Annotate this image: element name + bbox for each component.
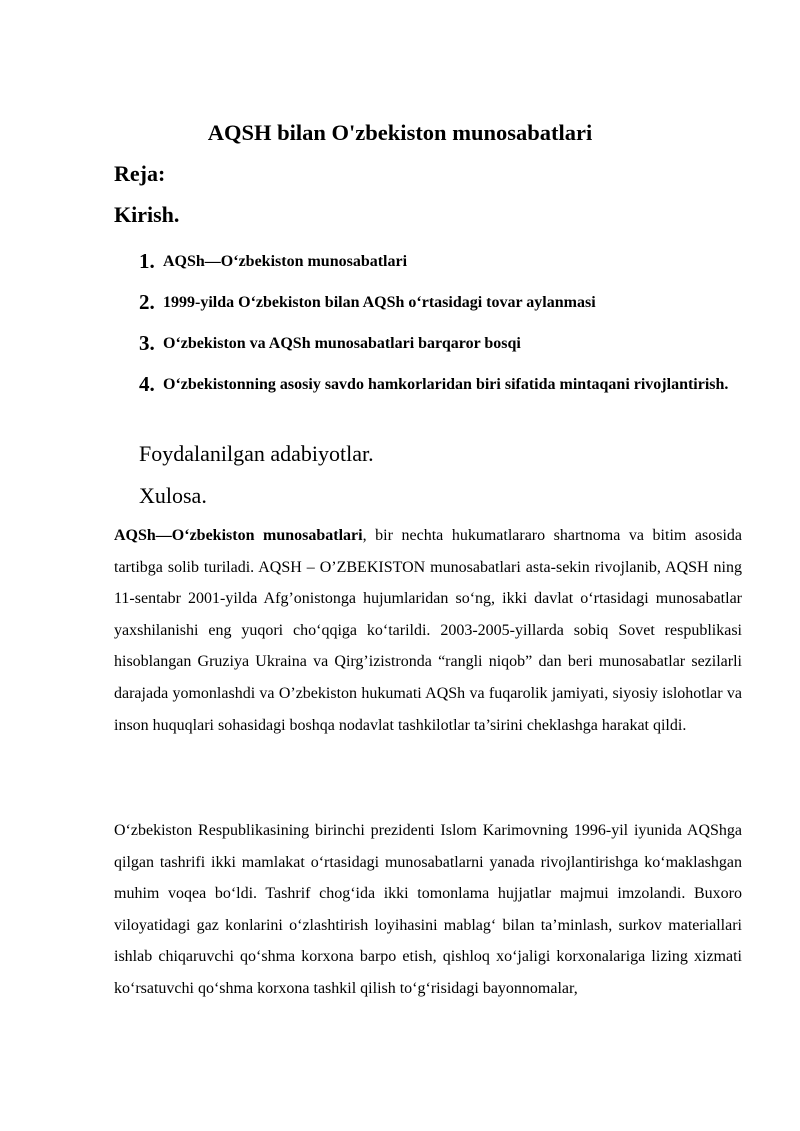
- document-title: AQSH bilan O'zbekiston munosabatlari: [207, 120, 593, 145]
- paragraph-1: [114, 520, 742, 741]
- paragraph-2: O‘zbekiston Respublikasining birinchi prezidenti Islom Karimovning 1996-yil iyunida AQShga qilgan tashrifi ikki mamlakat o‘rtasidagi munosabatlarni yanada rivojlantirishga ko‘maklashgan muhim voqea bo‘ldi. Tashrif chog‘ida ikki tomonlama hujjatlar majmui imzolandi. Buxoro viloyatidagi gaz konlarini o‘zlashtirish loyihasini mablag‘ bilan ta’minlash, surkov materiallari ishlab chiqaruvchi qo‘shma korxona barpo etish, qishloq xo‘jaligi korxonalariga lizing xizmati ko‘rsatuvchi qo‘shma korxona tashkil qilish to‘g‘risidagi bayonnomalar,: [114, 822, 742, 997]
- plan-item-3: [139, 328, 739, 369]
- intro-heading: Kirish.: [114, 202, 180, 227]
- paragraph-1-text: , bir nechta hukumatlararo shartnoma va bitim asosida tartibga solib turiladi. AQSH – O’ZBEKISTON munosabatlari asta-sekin rivojlanib, AQSH ning 11-sentabr 2001-yilda Afg’onistonga hujumlaridan so‘ng, ikki davlat o‘rtasidagi munosabatlar yaxshilanishi eng yuqori cho‘qqiga ko‘tarildi. 2003-2005-yillarda sobiq Sovet respublikasi hisoblangan Gruziya Ukraina va Qirg’izistronda “rangli niqob” dan beri munosabatlar sezilarli darajada yomonlashdi va O’zbekiston hukumati AQSh va fuqarolik jamiyati, siyosiy islohotlar va inson huquqlari sohasidagi boshqa nodavlat tashkilotlar ta’sirini cheklashga harakat qildi.: [114, 527, 742, 734]
- plan-item-text: O‘zbekiston va AQSh munosabatlari barqaror bosqi: [163, 335, 521, 352]
- plan-heading: Reja:: [114, 161, 166, 186]
- conclusion-label: Xulosa.: [139, 483, 207, 508]
- plan-list: [139, 246, 739, 400]
- plan-item-1: [139, 246, 739, 287]
- plan-item-4: [139, 369, 739, 400]
- plan-item-text: 1999-yilda O‘zbekiston bilan AQSh o‘rtasidagi tovar aylanmasi: [163, 294, 596, 311]
- references-label: Foydalanilgan adabiyotlar.: [139, 441, 374, 466]
- plan-item-number: 3.: [139, 331, 155, 355]
- plan-item-2: [139, 287, 739, 328]
- plan-item-number: 4.: [139, 372, 155, 396]
- plan-item-text: O‘zbekistonning asosiy savdo hamkorlaridan biri sifatida mintaqani rivojlantirish.: [163, 376, 729, 393]
- plan-item-number: 1.: [139, 249, 155, 273]
- plan-item-text: AQSh—O‘zbekiston munosabatlari: [163, 253, 408, 270]
- paragraph-1-lead: AQSh—O‘zbekiston munosabatlari: [114, 527, 363, 544]
- plan-item-number: 2.: [139, 290, 155, 314]
